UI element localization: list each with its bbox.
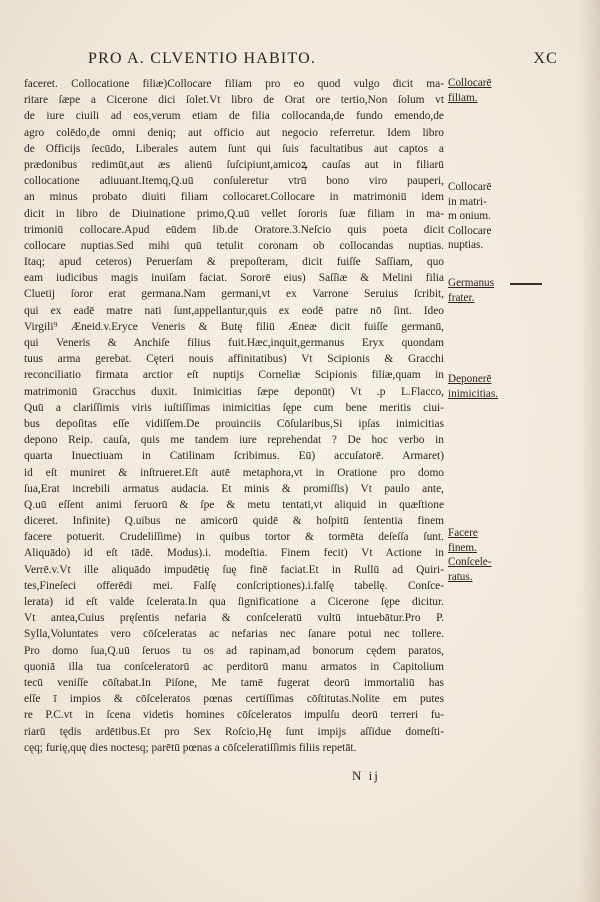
text-line: ritare ſæpe a Cicerone dici ſolet.Vt libro de Orat ore tertio,Non ſolum vt <box>24 94 444 107</box>
margin-note-line: frater. <box>448 291 475 304</box>
text-line: trimoniū collocare.Apud eūdem lib.de Oratore.3.Neſcio quis poeta dicit <box>24 223 444 236</box>
text-line: collocatione adiuuant.Itemq,Q.uū conſuleretur vtrū bono viro pauperi, <box>24 175 444 188</box>
folio-number: XC <box>533 50 558 67</box>
running-title: PRO A. CLVENTIO HABITO. <box>88 50 317 67</box>
text-line: de iure ciuili ad eos,verum etiam de filia collocanda,de fundo emendo,de <box>24 110 444 123</box>
text-line: Aliquādo) id eſt tādē. Modus).i. modeſtia. Finem fecit) Vt Actione in <box>24 547 444 560</box>
margin-note-4 <box>448 372 578 401</box>
margin-note-1 <box>448 76 578 105</box>
text-line: qui Veneris & Anchiſe filius fuit.Hæc,inquit,germanus Eryx quondam <box>24 337 444 349</box>
text-line: qui ex eadē matre nati ſunt,appellantur,quis ex eodē patre nō ſint. Ideo <box>24 304 444 317</box>
signature-mark: N ij <box>352 768 380 783</box>
text-line: collocare nuptias.Sed mihi quū tetulit coronam ob collocandas nuptias. <box>24 239 444 252</box>
text-line: ſua,Erat increbili armatus audacia. Et minis & promiſſis) Vt paulo ante, <box>24 482 444 495</box>
text-line: id eſt muniret & inſtrueret.Eſt autē metaphora,vt in Oratione pro domo <box>24 466 444 479</box>
text-line: tecū veniſſe cōſtabat.In Piſone, Me tamē fugerat deorū immortaliū has <box>24 676 444 689</box>
text-line: Verrē.v.Vt ille aliquādo impudētię ſuę finē faciat.Et in Rullū ad Quiri- <box>24 563 444 576</box>
text-line: agro colēdo,de omni deniq; aut officio aut negocio referretur. Idem libro <box>24 126 444 139</box>
margin-note-line: ratus. <box>448 570 473 583</box>
margin-note-line: filiam. <box>448 91 478 104</box>
text-line: eſſe ī impios & cōſceleratos pœnas certiſſimas cōſtitutas.Nolite em putes <box>24 693 444 706</box>
text-line: tes,Fineſeci offerēdi mei. Falſę conſcriptiones).i.falſę tabellę. Conſce- <box>24 579 444 592</box>
margin-note-line: Deponerē <box>448 373 492 385</box>
text-line: quarta Inuectiuam in Catilinam ſcribimus. Eū) accuſatorē. Armaret) <box>24 450 444 463</box>
text-line: bus depoſitas eſſe vidiſſem.De prouinciis Cōſularibus,Si ipſas inimicitias <box>24 417 444 430</box>
text-line: reconciliatio firmata arctior eſt nuptijs Corneliæ Scipionis filiæ,quam in <box>24 369 444 382</box>
margin-note-line: m onium. <box>448 210 491 222</box>
text-line: Pro domo ſua,Q.uū ſeruos tu os ad rapinam,ad bonorum cędem paratos, <box>24 644 444 657</box>
text-line: lerata) id eſt valde ſcelerata.In qua ſignificatione a Cicerone ſępe dicitur. <box>24 596 444 608</box>
text-line: prædonibus redimūt,aut æs alienū ſuſcipiunt,amicoꝝ cauſas aut in filiarū <box>24 158 444 171</box>
margin-note-line: in matri- <box>448 195 487 208</box>
text-line: Quū a clariſſimis viris iuſtiſſimas inimicitias ſępe cum bene meritis ciui- <box>24 401 444 414</box>
pen-stroke-mark <box>510 283 542 285</box>
text-line: cęq; furię,quę dies noctesq; parētū pœnas a cōſceleratiſſimis filiis repetāt. <box>24 741 357 754</box>
margin-note-3 <box>448 276 578 305</box>
page-edge-shadow <box>578 0 600 902</box>
text-line: matrimoniū Gracchus duxit. Inimicitias ſæpe deponūt) Vt .p L.Flacco, <box>24 385 444 398</box>
margin-note-line: finem. <box>448 541 477 554</box>
margin-note-line: Conſcele- <box>448 556 492 568</box>
text-line: re P.C.vt in ſcena videtis homines cōſceleratos impulſu deorū terreri fu- <box>24 709 444 722</box>
text-line: de Officijs ſecūdo, Liberales autem ſunt qui ſuis facultatibus aut captos a <box>24 142 444 155</box>
margin-note-2 <box>448 180 578 253</box>
text-line: facere potuerit. Crudeliſſime) in quibus tortor & tormēta deſeſſa ſunt. <box>24 531 444 544</box>
margin-note-line: Collocarē <box>448 77 492 89</box>
text-line: riarū tędis ardētibus.Et pro Sex Roſcio,Hę ſunt impijs aſſidue domeſti- <box>24 725 444 738</box>
text-line: dicit in libro de Diuinatione primo,Q.uū vellet ſororis ſuæ filiam in ma- <box>24 207 444 220</box>
margin-note-5 <box>448 526 578 584</box>
margin-note-line: Facere <box>448 527 478 539</box>
margin-note-line: Collocarē <box>448 181 492 193</box>
text-line: Sylla,Voluntates vero cōſceleratas ac nefarias nec ſanare potui nec tollere. <box>24 628 444 641</box>
text-line: Vt antea,Cuius pręſentis nefaria & conſceleratū vultū intuebātur.Pro P. <box>24 612 444 625</box>
commentary-text <box>24 76 444 756</box>
text-line: Cluetij ſoror erat germana.Nam germani,vt ex Varrone Seruius ſcribit, <box>24 288 444 301</box>
text-line: quoniā illa tua conſceleratorū ac perditorū manu armatos in Capitolium <box>24 660 444 673</box>
margin-note-line: Collocare <box>448 224 492 237</box>
text-line: faceret. Collocatione filiæ)Collocare filiam pro eo quod vulgo dicit ma- <box>24 78 444 90</box>
text-line: Virgili⁹ Æneid.v.Eryce Veneris & Butę filiū Æneæ dicit fuiſſe germanū, <box>24 320 444 333</box>
text-line: eam iudicibus magis inuiſam faciat. Sororē eius) Saſſiæ & Melini filia <box>24 272 444 285</box>
text-line: depono Reip. cauſa, quis me tandem iure reprehendat ? De hoc verbo in <box>24 434 444 447</box>
text-line: an minus probato diuiti filiam collocaret.Collocare in matrimoniū idem <box>24 191 444 204</box>
margin-note-line: inimicitias. <box>448 387 499 400</box>
margin-note-line: nuptias. <box>448 239 484 251</box>
text-line: Q.uū eſſent animi feruorū & ſpe & metu tentati,vt aliquid in quæſtione <box>24 498 444 511</box>
page-header <box>88 50 558 72</box>
margin-note-line: Germanus <box>448 277 494 289</box>
text-line: diceret. Infinite) Q.uibus ne amicorū quidē & hoſpitū ſententia finem <box>24 515 444 528</box>
text-line: tuus arma gerebat. Cęteri nouis affinitatibus) Vt Scipionis & Gracchi <box>24 353 444 366</box>
text-line: Itaq; apud ceteros) Peruerſam & prepoſteram, dicit fuiſſe Saſſiam, quo <box>24 256 444 269</box>
